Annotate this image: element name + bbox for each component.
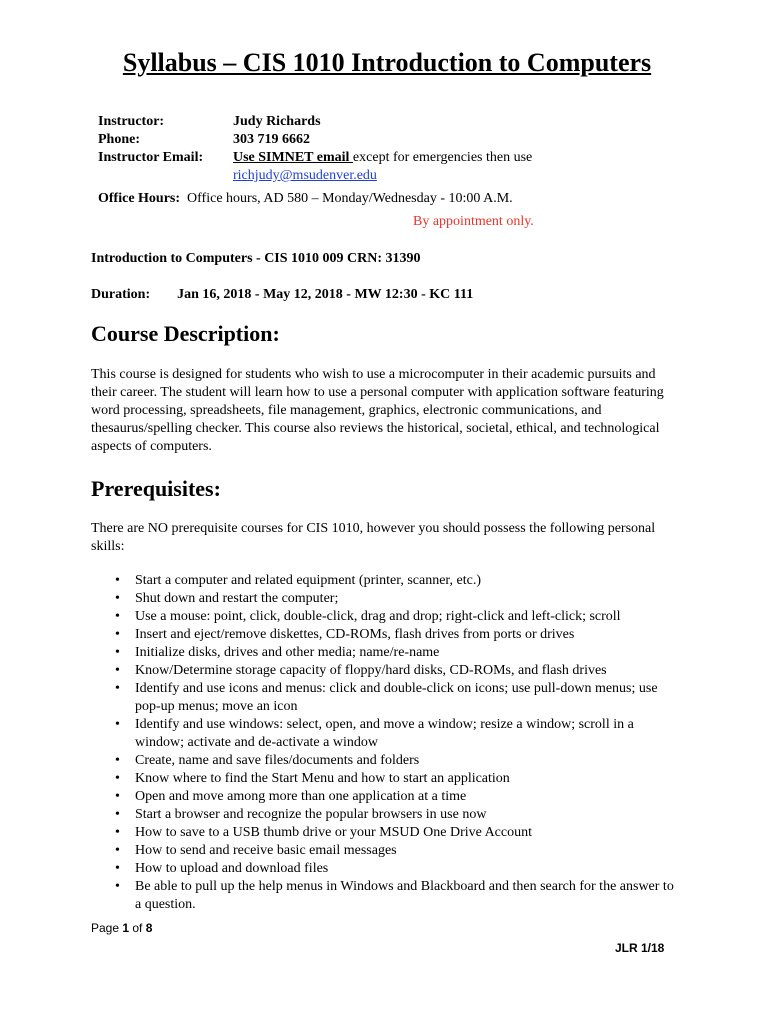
bullet-icon: • xyxy=(115,861,120,876)
office-hours-label: Office Hours: xyxy=(98,191,181,206)
phone-label: Phone: xyxy=(98,132,140,147)
bullet-icon: • xyxy=(115,573,120,588)
list-item-text: How to upload and download files xyxy=(135,861,329,876)
phone-number: 303 719 6662 xyxy=(233,132,310,147)
list-item-text: Start a computer and related equipment (printer, scanner, etc.) xyxy=(135,573,482,588)
page-current: 1 xyxy=(122,921,130,935)
bullet-icon: • xyxy=(115,771,120,786)
list-item-text: Insert and eject/remove diskettes, CD-ROMs, flash drives from ports or drives xyxy=(135,627,575,642)
bullet-icon: • xyxy=(115,879,120,894)
instructor-name: Judy Richards xyxy=(233,114,321,129)
duration-line xyxy=(91,287,473,303)
duration-label: Duration: xyxy=(91,287,151,302)
list-item-text: Identify and use icons and menus: click and double-click on icons; use pull-down menus; use pop-up menus; move an icon xyxy=(135,681,658,714)
list-item xyxy=(91,590,681,608)
bullet-icon: • xyxy=(115,753,120,768)
bullet-icon: • xyxy=(115,843,120,858)
list-item-text: Know where to find the Start Menu and how to start an application xyxy=(135,771,510,786)
list-item xyxy=(91,662,681,680)
bullet-icon: • xyxy=(115,663,120,678)
page-of: of xyxy=(129,921,146,935)
list-item xyxy=(91,752,681,770)
duration-value: Jan 16, 2018 - May 12, 2018 - MW 12:30 - KC 111 xyxy=(177,287,474,302)
list-item xyxy=(91,860,681,878)
skills-list xyxy=(91,572,681,914)
office-hours-value: Office hours, AD 580 – Monday/Wednesday - 10:00 A.M. xyxy=(187,191,513,206)
list-item xyxy=(91,788,681,806)
page-word: Page xyxy=(91,921,123,935)
list-item-text: How to send and receive basic email messages xyxy=(135,843,397,858)
bullet-icon: • xyxy=(115,627,120,642)
list-item xyxy=(91,680,681,716)
course-section-line: Introduction to Computers - CIS 1010 009 CRN: 31390 xyxy=(91,251,421,266)
list-item xyxy=(91,608,681,626)
revision-code: JLR 1/18 xyxy=(615,941,665,955)
bullet-icon: • xyxy=(115,645,120,660)
list-item xyxy=(91,878,681,914)
list-item-text: Be able to pull up the help menus in Windows and Blackboard and then search for the answer to a question. xyxy=(135,879,674,912)
email-instructions xyxy=(233,149,532,167)
list-item-text: Shut down and restart the computer; xyxy=(135,591,339,606)
appointment-note: By appointment only. xyxy=(413,214,534,229)
list-item xyxy=(91,644,681,662)
list-item-text: Use a mouse: point, click, double-click, drag and drop; right-click and left-click; scroll xyxy=(135,609,621,624)
list-item-text: Know/Determine storage capacity of floppy/hard disks, CD-ROMs, and flash drives xyxy=(135,663,607,678)
page-number xyxy=(91,921,152,935)
email-emergency-note: except for emergencies then use xyxy=(352,150,533,165)
bullet-icon: • xyxy=(115,609,120,624)
email-label: Instructor Email: xyxy=(98,150,204,165)
course-description-heading: Course Description: xyxy=(91,321,280,346)
bullet-icon: • xyxy=(115,681,120,696)
bullet-icon: • xyxy=(115,807,120,822)
list-item xyxy=(91,842,681,860)
list-item xyxy=(91,770,681,788)
list-item xyxy=(91,824,681,842)
course-description-text: This course is designed for students who wish to use a microcomputer in their academic pursuits and their career. The student will learn how to use a personal computer with application software featuring word processing, spreadsheets, file management, graphics, electronic communications, and thesaurus/spelling checker. This course also reviews the historical, societal, ethical, and technological aspects of computers. xyxy=(91,367,664,454)
prerequisites-heading: Prerequisites: xyxy=(91,476,221,501)
list-item-text: Create, name and save files/documents and folders xyxy=(135,753,420,768)
list-item-text: Initialize disks, drives and other media; name/re-name xyxy=(135,645,440,660)
simnet-email-note: Use SIMNET email xyxy=(233,150,353,165)
list-item-text: Identify and use windows: select, open, and move a window; resize a window; scroll in a window; activate and de-activate a window xyxy=(135,717,634,750)
page-title: Syllabus – CIS 1010 Introduction to Computers xyxy=(122,48,652,77)
list-item-text: Start a browser and recognize the popular browsers in use now xyxy=(135,807,487,822)
list-item xyxy=(91,626,681,644)
page-total: 8 xyxy=(145,921,153,935)
office-hours xyxy=(98,191,513,207)
list-item xyxy=(91,572,681,590)
bullet-icon: • xyxy=(115,717,120,732)
email-address-link[interactable] xyxy=(233,167,377,185)
bullet-icon: • xyxy=(115,591,120,606)
bullet-icon: • xyxy=(115,789,120,804)
prerequisites-intro: There are NO prerequisite courses for CIS 1010, however you should possess the following personal skills: xyxy=(91,521,656,554)
bullet-icon: • xyxy=(115,825,120,840)
list-item xyxy=(91,806,681,824)
list-item-text: Open and move among more than one application at a time xyxy=(135,789,467,804)
list-item-text: How to save to a USB thumb drive or your MSUD One Drive Account xyxy=(135,825,533,840)
email-address[interactable]: richjudy@msudenver.edu xyxy=(233,168,377,183)
list-item xyxy=(91,716,681,752)
instructor-label: Instructor: xyxy=(98,114,165,129)
